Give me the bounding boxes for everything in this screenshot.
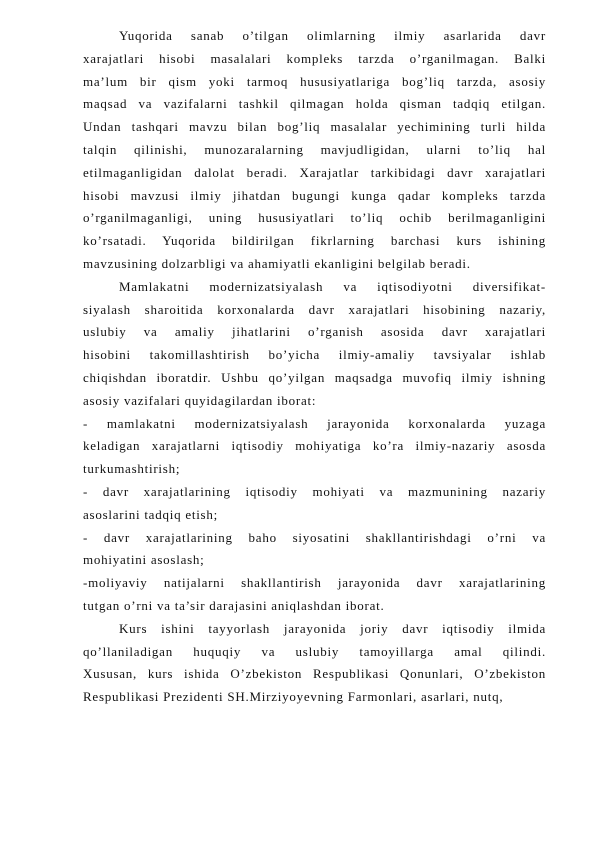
- text-line: Xususan, kurs ishida O’zbekiston Respublikasi Qonunlari, O’zbekiston: [83, 666, 546, 682]
- text-line: mohiyatini asoslash;: [83, 552, 205, 568]
- text-line: keladigan xarajatlarni iqtisodiy mohiyatiga ko’ra ilmiy-nazariy asosda: [83, 438, 546, 454]
- text-line: maqsad va vazifalarni tashkil qilmagan holda qisman tadqiq etilgan.: [83, 96, 546, 112]
- text-line: siyalash sharoitida korxonalarda davr xarajatlari hisobining nazariy,: [83, 301, 546, 317]
- text-line: xarajatlari hisobi masalalari kompleks tarzda o’rganilmagan. Balki: [83, 50, 546, 66]
- text-line: asosiy vazifalari quyidagilardan iborat:: [83, 392, 317, 408]
- text-line: etilmaganligidan dalolat beradi. Xarajatlar tarkibidagi davr xarajatlari: [83, 164, 546, 180]
- text-line: uslubiy va amaliy jihatlarini o’rganish asosida davr xarajatlari: [83, 324, 546, 340]
- text-line: Undan tashqari mavzu bilan bog’liq masalalar yechimining turli hilda: [83, 119, 546, 135]
- text-line: ma’lum bir qism yoki tarmoq hususiyatlariga bog’liq tarzda, asosiy: [83, 73, 546, 89]
- text-line: talqin qilinishi, munozaralarning mavjudligidan, ularni to’liq hal: [83, 141, 546, 157]
- document-page: [83, 25, 546, 709]
- text-line: - davr xarajatlarining iqtisodiy mohiyati va mazmunining nazariy: [83, 483, 546, 499]
- text-line: Respublikasi Prezidenti SH.Mirziyoyevning Farmonlari, asarlari, nutq,: [83, 689, 504, 705]
- text-line: qo’llaniladigan huquqiy va uslubiy tamoyillarga amal qilindi.: [83, 643, 546, 659]
- text-line: turkumashtirish;: [83, 461, 181, 477]
- text-line: -moliyaviy natijalarni shakllantirish jarayonida davr xarajatlarining: [83, 575, 546, 591]
- text-line: tutgan o’rni va ta’sir darajasini aniqlashdan iborat.: [83, 597, 385, 613]
- text-line: hisobini takomillashtirish bo’yicha ilmiy-amaliy tavsiyalar ishlab: [83, 347, 546, 363]
- text-line: Kurs ishini tayyorlash jarayonida joriy davr iqtisodiy ilmida: [119, 620, 546, 636]
- text-line: hisobi mavzusi ilmiy jihatdan bugungi kunga qadar kompleks tarzda: [83, 187, 546, 203]
- text-line: Mamlakatni modernizatsiyalash va iqtisodiyotni diversifikat-: [119, 278, 546, 294]
- text-line: ko’rsatadi. Yuqorida bildirilgan fikrlarning barchasi kurs ishining: [83, 233, 546, 249]
- text-line: asoslarini tadqiq etish;: [83, 506, 218, 522]
- text-line: o’rganilmaganligi, uning hususiyatlari to’liq ochib berilmaganligini: [83, 210, 546, 226]
- text-line: Yuqorida sanab o’tilgan olimlarning ilmiy asarlarida davr: [119, 28, 546, 43]
- text-line: mavzusining dolzarbligi va ahamiyatli ekanligini belgilab beradi.: [83, 255, 471, 271]
- text-line: chiqishdan iboratdir. Ushbu qo’yilgan maqsadga muvofiq ilmiy ishning: [83, 369, 546, 385]
- text-line: - mamlakatni modernizatsiyalash jarayonida korxonalarda yuzaga: [83, 415, 546, 431]
- text-line: - davr xarajatlarining baho siyosatini shakllantirishdagi o’rni va: [83, 529, 546, 545]
